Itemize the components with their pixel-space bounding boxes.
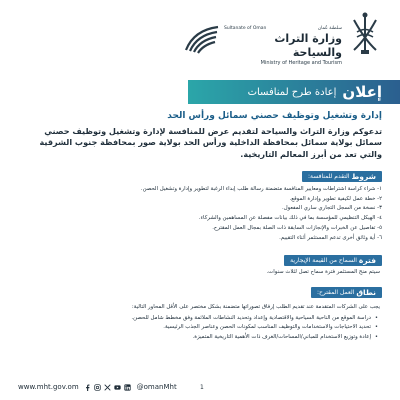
linkedin-icon[interactable] bbox=[124, 383, 132, 391]
ministry-logo-icon bbox=[184, 24, 220, 54]
oman-emblem-icon bbox=[348, 10, 382, 56]
conditions-label bbox=[302, 171, 382, 182]
grace-period-label bbox=[284, 255, 382, 266]
grace-period-text: سيتم منح المستثمر فترة سماح تصل لثلاث سنوات. bbox=[266, 269, 380, 275]
facebook-icon[interactable] bbox=[84, 383, 92, 391]
social-handle[interactable]: @omanMht bbox=[136, 383, 177, 391]
announcement-banner bbox=[188, 80, 400, 104]
scope-label bbox=[311, 287, 382, 298]
intro-paragraph: تدعوكم وزارة التراث والسياحة لتقديم عرض للمنافسة لإدارة وتشغيل وتوظيف حصني سمائل بولاية سمائل بمحافظة الداخلية ورأس الحد بولاية صور بمحافظة جنوب الشرقية والتي تعد من أبرز المعالم التاريخية. bbox=[39, 126, 382, 159]
banner-text: إعادة طرح لمنافسات bbox=[247, 86, 337, 98]
sultanate-line bbox=[224, 26, 342, 31]
scope-item bbox=[20, 333, 378, 342]
sultanate-en: Sultanate of Oman bbox=[224, 26, 267, 31]
grace-period-label-rest: السماح من القيمة الإيجارية bbox=[290, 257, 357, 264]
youtube-icon[interactable] bbox=[114, 383, 122, 391]
scope-item-text: إعادة وتوزيع الاستخدام للمباني/المساحات/الغرف ذات الأهمية التاريخية المتميزة. bbox=[192, 333, 371, 340]
x-twitter-icon[interactable] bbox=[104, 383, 112, 391]
scope-item-text: دراسة الموقع من الناحية السياحية والاقتصادية وإعداد وتحديد النشاطات الملائمة وفق مخطط شامل للحصن. bbox=[131, 315, 371, 321]
conditions-label-rest: التقدم للمنافسة: bbox=[308, 173, 350, 180]
instagram-icon[interactable] bbox=[94, 383, 102, 391]
bullet-icon: • bbox=[374, 315, 378, 321]
condition-item: ٣- نسخة من السجل التجاري ساري المفعول. bbox=[281, 205, 382, 212]
sultanate-ar: سلطنة عُمان bbox=[317, 26, 342, 31]
scope-item bbox=[20, 314, 378, 323]
condition-item: ٤- الهيكل التنظيمي للمؤسسة بما في ذلك بيانات مفصلة عن المساهمين والشركاء. bbox=[198, 215, 382, 222]
condition-item: ٢- خطة عمل لكيفية تطوير وإدارة الموقع. bbox=[289, 195, 382, 202]
conditions-list bbox=[18, 185, 382, 243]
scope-intro-text: يجب على الشركات المتقدمة عند تقديم الطلب إرفاق تصوراتها متضمنة بشكل مختصر على الأقل المحاور التالية: bbox=[131, 304, 380, 310]
ministry-name-ar: وزارة التراث والسياحة bbox=[274, 32, 342, 59]
condition-item: ٥- تفاصيل عن الخبرات والإنجازات السابقة ذات الصلة بمجال العمل المقترح. bbox=[212, 224, 382, 231]
tender-title: إدارة وتشغيل وتوظيف حصني سمائل ورأس الحد bbox=[167, 111, 382, 121]
condition-item: ١- شراء كراسة اشتراطات ومعايير المنافسة متضمنة رسالة طلب إبداء الرغبة لتطوير وإدارة وتشغيل الحصن. bbox=[140, 186, 382, 192]
page-number: 1 bbox=[200, 384, 204, 391]
scope-label-strong: نطاق bbox=[356, 288, 376, 297]
banner-highlight: إعلان bbox=[342, 83, 382, 101]
condition-item: ٦- أية وثائق أخرى تدعم المستثمر أثناء التقييم. bbox=[279, 234, 382, 241]
scope-item-text: تحديد الاحتياجات والاستخدامات والتوظيف المناسب لمكونات الحصن وعناصر الجذب الرئيسية. bbox=[163, 324, 371, 331]
scope-label-rest: العمل المقترح: bbox=[317, 289, 355, 296]
scope-item bbox=[20, 323, 378, 332]
ministry-name-en: Ministry of Heritage and Tourism bbox=[260, 60, 342, 66]
ministry-name-block bbox=[224, 26, 342, 66]
conditions-label-strong: شروط bbox=[351, 172, 376, 181]
footer bbox=[18, 383, 177, 391]
scope-list bbox=[20, 314, 378, 342]
bullet-icon: • bbox=[374, 324, 378, 331]
social-icons bbox=[84, 383, 134, 391]
grace-period-label-strong: فترة bbox=[358, 256, 376, 265]
bullet-icon: • bbox=[374, 333, 378, 340]
ministry-header bbox=[182, 10, 382, 72]
website-link[interactable]: www.mht.gov.om bbox=[18, 383, 79, 391]
